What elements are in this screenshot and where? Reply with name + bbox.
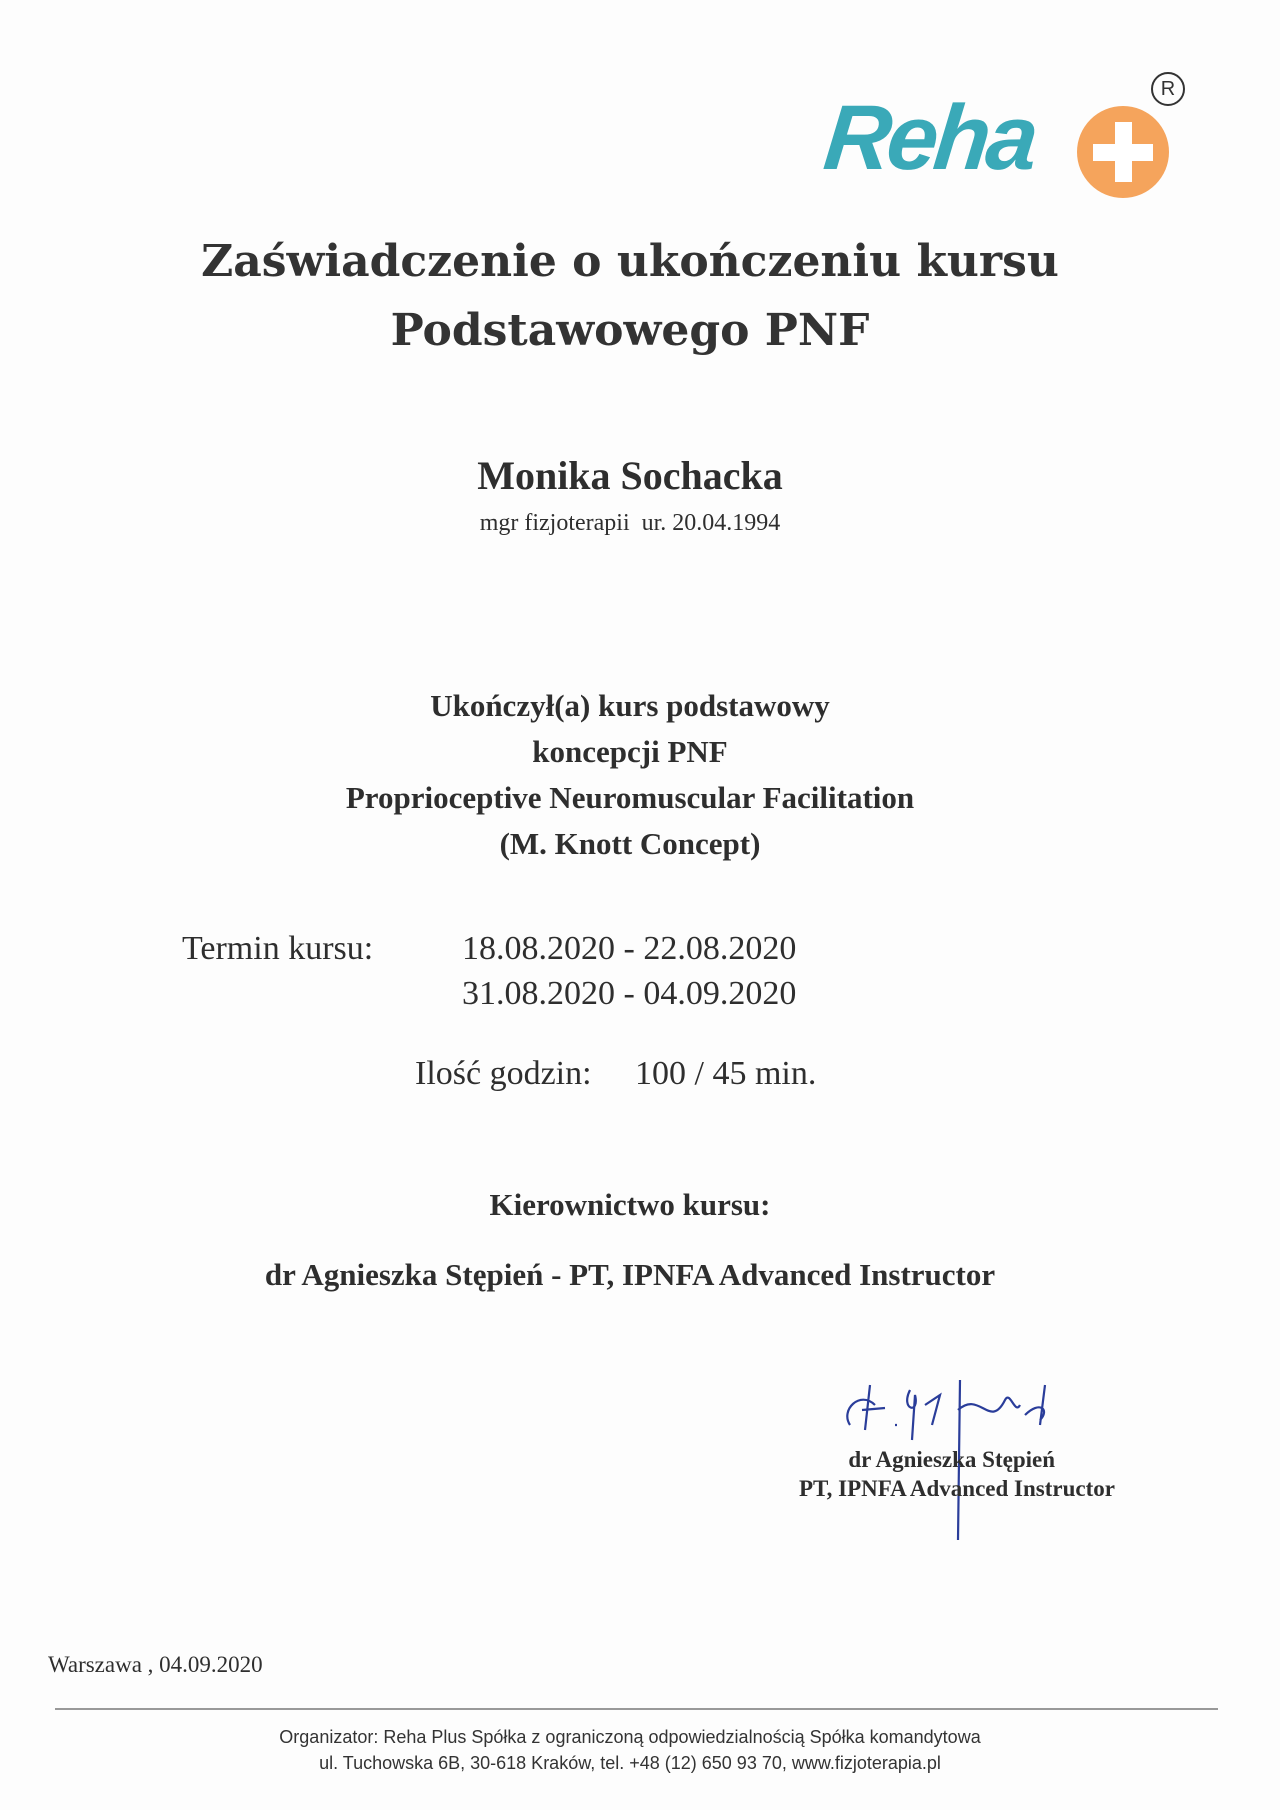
hours-label: Ilość godzin: xyxy=(415,1055,592,1092)
course-line-4: (M. Knott Concept) xyxy=(499,826,761,861)
footer-line-2: ul. Tuchowska 6B, 30-618 Kraków, tel. +48 (12) 650 93 70, www.fizjoterapia.pl xyxy=(319,1753,941,1773)
hours-value: 100 / 45 min. xyxy=(635,1055,817,1092)
course-line-1: Ukończył(a) kurs podstawowy xyxy=(430,688,830,723)
course-line-2: koncepcji PNF xyxy=(532,734,728,769)
registered-mark: R xyxy=(1151,72,1185,106)
management-heading: Kierownictwo kursu: xyxy=(489,1187,771,1222)
logo-wordmark: Reha xyxy=(819,87,1040,189)
participant-details: mgr fizjoterapii ur. 20.04.1994 xyxy=(479,510,781,536)
term-date-1: 18.08.2020 - 22.08.2020 xyxy=(462,930,797,967)
participant-name: Monika Sochacka xyxy=(477,453,783,498)
signature-title: PT, IPNFA Advanced Instructor xyxy=(798,1476,1115,1501)
place-date: Warszawa , 04.09.2020 xyxy=(48,1652,263,1677)
title-line-2: Podstawowego PNF xyxy=(390,305,870,356)
plus-icon xyxy=(1077,106,1169,198)
reha-plus-logo xyxy=(819,68,1195,198)
footer-line-1: Organizator: Reha Plus Spółka z ograniczoną odpowiedzialnością Spółka komandytowa xyxy=(279,1727,981,1747)
signature-name: dr Agnieszka Stępień xyxy=(848,1447,1055,1472)
title-line-1: Zaświadczenie o ukończeniu kursu xyxy=(201,236,1059,287)
footer-divider xyxy=(55,1708,1218,1710)
term-date-2: 31.08.2020 - 04.09.2020 xyxy=(462,975,797,1012)
management-person: dr Agnieszka Stępień - PT, IPNFA Advanced Instructor xyxy=(264,1257,996,1292)
term-label: Termin kursu: xyxy=(182,930,374,967)
course-line-3: Proprioceptive Neuromuscular Facilitation xyxy=(345,780,915,815)
